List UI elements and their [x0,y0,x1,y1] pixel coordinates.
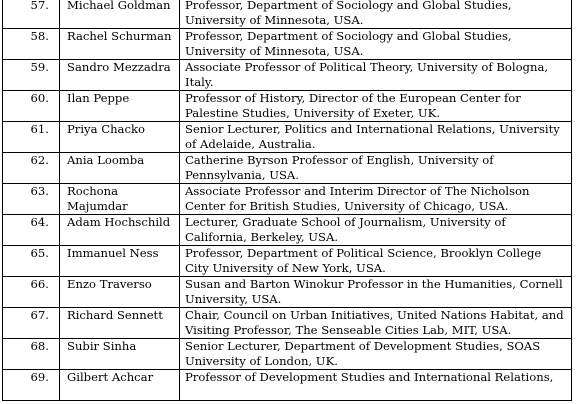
signatory-name: Subir Sinha [60,339,180,370]
row-number: 62. [3,153,60,184]
signatory-name: Priya Chacko [60,122,180,153]
row-number: 66. [3,277,60,308]
row-number: 69. [3,370,60,401]
table-row [3,91,572,122]
signatory-affiliation: Professor, Department of Political Science, Brooklyn College City University of New York, USA. [180,246,572,277]
table-row [3,153,572,184]
signatory-affiliation: Professor of History, Director of the European Center for Palestine Studies, University of Exeter, UK. [180,91,572,122]
signatories-table [2,0,572,401]
table-row [3,60,572,91]
signatory-affiliation: Catherine Byrson Professor of English, University of Pennsylvania, USA. [180,153,572,184]
signatory-name: Rochona Majumdar [60,184,180,215]
table-row [3,277,572,308]
row-number: 59. [3,60,60,91]
signatory-affiliation: Professor, Department of Sociology and Global Studies, University of Minnesota, USA. [180,0,572,29]
signatory-name: Richard Sennett [60,308,180,339]
row-number: 63. [3,184,60,215]
row-number: 64. [3,215,60,246]
signatory-name: Immanuel Ness [60,246,180,277]
signatory-affiliation: Senior Lecturer, Department of Development Studies, SOAS University of London, UK. [180,339,572,370]
row-number: 60. [3,91,60,122]
row-number: 57. [3,0,60,29]
table-row [3,215,572,246]
row-number: 65. [3,246,60,277]
row-number: 67. [3,308,60,339]
signatory-affiliation: Associate Professor of Political Theory, University of Bologna, Italy. [180,60,572,91]
table-row [3,122,572,153]
table-row [3,308,572,339]
signatory-name: Sandro Mezzadra [60,60,180,91]
signatory-name: Enzo Traverso [60,277,180,308]
table-row [3,29,572,60]
signatory-name: Gilbert Achcar [60,370,180,401]
signatory-affiliation: Lecturer, Graduate School of Journalism, University of California, Berkeley, USA. [180,215,572,246]
table-row [3,339,572,370]
signatory-name: Michael Goldman [60,0,180,29]
signatory-name: Ania Loomba [60,153,180,184]
signatory-affiliation: Susan and Barton Winokur Professor in the Humanities, Cornell University, USA. [180,277,572,308]
row-number: 58. [3,29,60,60]
signatory-affiliation: Associate Professor and Interim Director of The Nicholson Center for British Studies, University of Chicago, USA. [180,184,572,215]
signatory-affiliation: Professor of Development Studies and International Relations, [180,370,572,401]
table-row [3,246,572,277]
row-number: 61. [3,122,60,153]
signatories-table-body [3,0,572,401]
signatory-name: Adam Hochschild [60,215,180,246]
signatory-affiliation: Chair, Council on Urban Initiatives, United Nations Habitat, and Visiting Professor, The Senseable Cities Lab, MIT, USA. [180,308,572,339]
signatory-affiliation: Senior Lecturer, Politics and International Relations, University of Adelaide, Australia. [180,122,572,153]
table-row [3,370,572,401]
row-number: 68. [3,339,60,370]
signatory-name: Ilan Peppe [60,91,180,122]
signatory-name: Rachel Schurman [60,29,180,60]
table-row [3,0,572,29]
signatory-affiliation: Professor, Department of Sociology and Global Studies, University of Minnesota, USA. [180,29,572,60]
table-row [3,184,572,215]
